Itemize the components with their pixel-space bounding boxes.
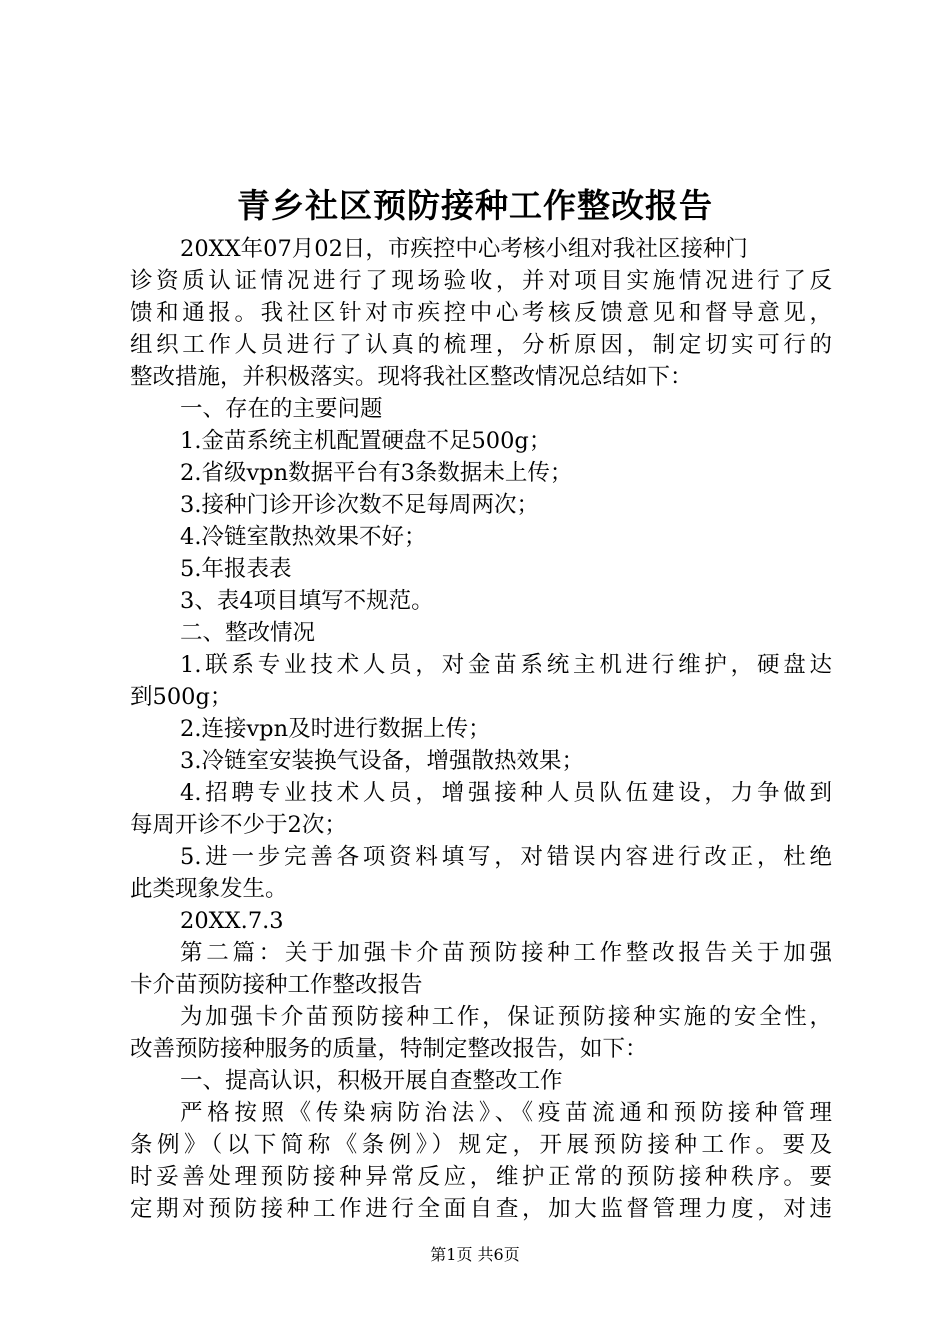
paragraph-line: 第二篇：关于加强卡介苗预防接种工作整改报告关于加强	[180, 940, 832, 966]
list-item: 3.接种门诊开诊次数不足每周两次；	[180, 492, 539, 518]
paragraph-line: 馈和通报。我社区针对市疾控中心考核反馈意见和督导意见，	[130, 300, 832, 326]
list-item-continuation: 到500g；	[130, 684, 233, 710]
list-item: 2.连接vpn及时进行数据上传；	[180, 716, 491, 742]
document-body	[130, 233, 832, 1225]
list-item: 1.联系专业技术人员，对金苗系统主机进行维护，硬盘达	[180, 652, 832, 678]
paragraph-line: 改善预防接种服务的质量，特制定整改报告，如下：	[130, 1036, 648, 1062]
list-item: 4.冷链室散热效果不好；	[180, 524, 427, 550]
paragraph-line: 严格按照《传染病防治法》、《疫苗流通和预防接种管理	[180, 1100, 832, 1126]
paragraph-line: 时妥善处理预防接种异常反应，维护正常的预防接种秩序。要	[130, 1164, 832, 1190]
list-item: 1.金苗系统主机配置硬盘不足500g；	[180, 428, 552, 454]
paragraph-line: 条例》（以下简称《条例》）规定，开展预防接种工作。要及	[130, 1132, 832, 1158]
section-heading: 一、提高认识，积极开展自查整改工作	[180, 1068, 563, 1094]
document-date: 20XX.7.3	[180, 908, 284, 934]
paragraph-line: 为加强卡介苗预防接种工作，保证预防接种实施的安全性，	[180, 1004, 832, 1030]
page-footer: 第1页 共6页	[430, 1245, 520, 1264]
list-item: 3、表4项目填写不规范。	[180, 588, 434, 614]
document-title: 青乡社区预防接种工作整改报告	[237, 186, 713, 225]
paragraph-line: 组织工作人员进行了认真的梳理，分析原因，制定切实可行的	[130, 332, 832, 358]
list-item: 5.进一步完善各项资料填写，对错误内容进行改正，杜绝	[180, 844, 832, 870]
list-item: 3.冷链室安装换气设备，增强散热效果；	[180, 748, 584, 774]
section-heading: 一、存在的主要问题	[180, 396, 383, 422]
paragraph-line: 诊资质认证情况进行了现场验收，并对项目实施情况进行了反	[130, 268, 832, 294]
list-item-continuation: 每周开诊不少于2次；	[130, 812, 347, 838]
paragraph-line: 卡介苗预防接种工作整改报告	[130, 972, 423, 998]
paragraph-line: 20XX年07月02日，市疾控中心考核小组对我社区接种门	[180, 236, 748, 262]
list-item: 5.年报表表	[180, 556, 292, 582]
list-item: 4.招聘专业技术人员，增强接种人员队伍建设，力争做到	[180, 780, 832, 806]
list-item: 2.省级vpn数据平台有3条数据未上传；	[180, 460, 573, 486]
paragraph-line: 整改措施，并积极落实。现将我社区整改情况总结如下：	[130, 364, 693, 390]
list-item-continuation: 此类现象发生。	[130, 876, 288, 902]
paragraph-line: 定期对预防接种工作进行全面自查，加大监督管理力度，对违	[130, 1196, 832, 1222]
section-heading: 二、整改情况	[180, 620, 316, 646]
